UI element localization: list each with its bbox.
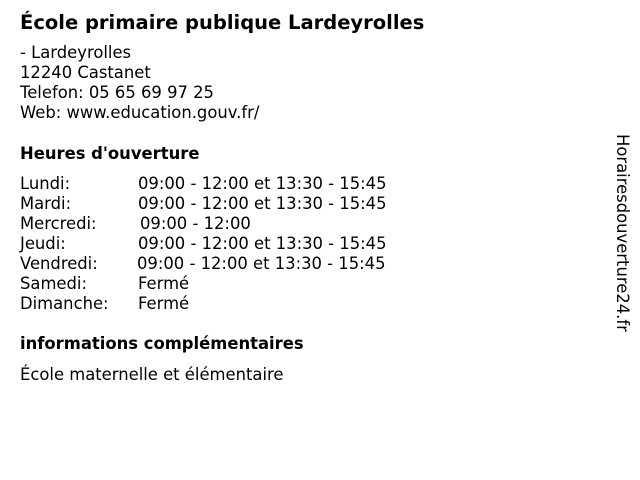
opening-hours-table <box>20 174 387 314</box>
day-label: Mardi: <box>20 194 72 213</box>
address-city: 12240 Castanet <box>20 63 151 82</box>
day-label: Lundi: <box>20 174 71 193</box>
hours-row-friday <box>20 254 387 274</box>
time-value: 09:00 - 12:00 et 13:30 - 15:45 <box>137 254 386 273</box>
site-watermark-label: Horairesdouverture24.fr <box>613 134 632 332</box>
time-value: Fermé <box>138 294 190 313</box>
business-card <box>20 10 600 123</box>
time-value: 09:00 - 12:00 <box>140 214 251 233</box>
time-value: 09:00 - 12:00 et 13:30 - 15:45 <box>138 234 387 253</box>
website-link[interactable]: Web: www.education.gouv.fr/ <box>20 103 260 122</box>
hours-row-sunday <box>20 294 387 314</box>
extra-info-heading: informations complémentaires <box>20 334 304 353</box>
page-title: École primaire publique Lardeyrolles <box>20 11 425 34</box>
time-value: 09:00 - 12:00 et 13:30 - 15:45 <box>138 174 387 193</box>
hours-row-thursday <box>20 234 387 254</box>
time-value: 09:00 - 12:00 et 13:30 - 15:45 <box>138 194 387 213</box>
hours-heading: Heures d'ouverture <box>20 144 200 163</box>
extra-info-text: École maternelle et élémentaire <box>20 365 284 384</box>
day-label: Dimanche: <box>20 294 109 313</box>
address-block <box>20 43 600 123</box>
hours-row-monday <box>20 174 387 194</box>
day-label: Mercredi: <box>20 214 97 233</box>
time-value: Fermé <box>138 274 190 293</box>
hours-row-saturday <box>20 274 387 294</box>
day-label: Samedi: <box>20 274 87 293</box>
address-street: - Lardeyrolles <box>20 43 132 62</box>
hours-row-wednesday <box>20 214 387 234</box>
phone-number: Telefon: 05 65 69 97 25 <box>20 83 214 102</box>
day-label: Vendredi: <box>20 254 98 273</box>
day-label: Jeudi: <box>20 234 66 253</box>
hours-row-tuesday <box>20 194 387 214</box>
